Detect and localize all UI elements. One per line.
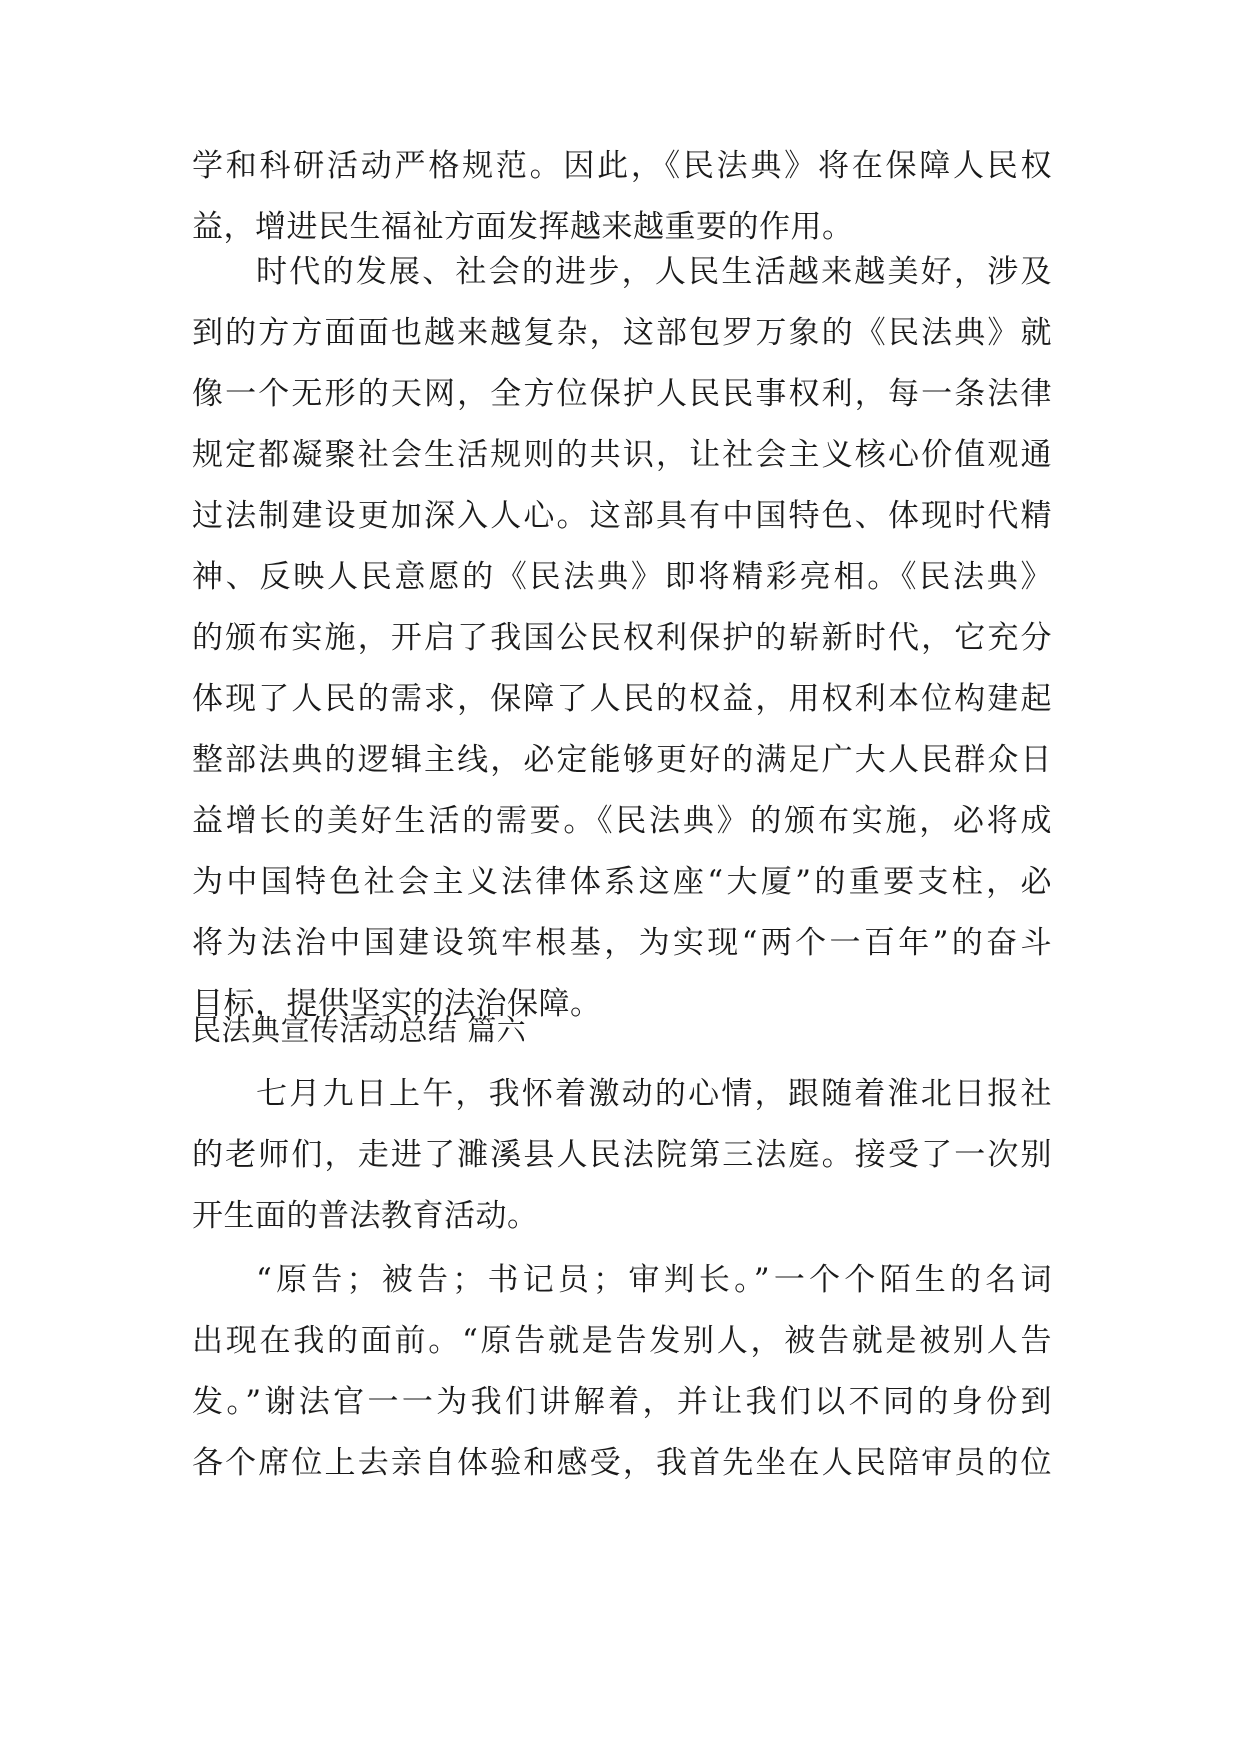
paragraph-3-line-1: 七月九日上午，我怀着激动的心情，跟随着淮北日报社 xyxy=(256,1076,1052,1112)
paragraph-2-line-2: 到的方方面面也越来越复杂，这部包罗万象的《民法典》就 xyxy=(192,315,1052,351)
paragraph-2-line-8: 体现了人民的需求，保障了人民的权益，用权利本位构建起 xyxy=(192,681,1052,717)
paragraph-3-line-2: 的老师们，走进了濉溪县人民法院第三法庭。接受了一次别 xyxy=(192,1137,1052,1173)
paragraph-4-line-4: 各个席位上去亲自体验和感受，我首先坐在人民陪审员的位 xyxy=(192,1445,1052,1481)
paragraph-2-line-1: 时代的发展、社会的进步，人民生活越来越美好，涉及 xyxy=(256,254,1052,290)
paragraph-2-line-9: 整部法典的逻辑主线，必定能够更好的满足广大人民群众日 xyxy=(192,742,1052,778)
paragraph-4 xyxy=(192,1250,1052,1494)
paragraph-3-line-3: 开生面的普法教育活动。 xyxy=(192,1198,539,1234)
paragraph-1-line-1: 学和科研活动严格规范。因此，《民法典》将在保障人民权 xyxy=(192,148,1052,184)
paragraph-2-line-12: 将为法治中国建设筑牢根基，为实现“两个一百年”的奋斗 xyxy=(192,925,1052,961)
paragraph-4-line-3: 发。”谢法官一一为我们讲解着，并让我们以不同的身份到 xyxy=(192,1384,1052,1420)
section-heading: 民法典宣传活动总结 篇六 xyxy=(192,1013,527,1047)
paragraph-1 xyxy=(192,136,1052,258)
paragraph-3 xyxy=(192,1064,1052,1247)
paragraph-2-line-4: 规定都凝聚社会生活规则的共识，让社会主义核心价值观通 xyxy=(192,437,1052,473)
paragraph-2-line-13: 目标，提供坚实的法治保障。 xyxy=(192,986,602,1022)
paragraph-2-line-5: 过法制建设更加深入人心。这部具有中国特色、体现时代精 xyxy=(192,498,1052,534)
paragraph-2 xyxy=(192,242,1052,1035)
paragraph-2-line-7: 的颁布实施，开启了我国公民权利保护的崭新时代，它充分 xyxy=(192,620,1052,656)
paragraph-2-line-3: 像一个无形的天网，全方位保护人民民事权利，每一条法律 xyxy=(192,376,1052,412)
paragraph-2-line-10: 益增长的美好生活的需要。《民法典》的颁布实施，必将成 xyxy=(192,803,1052,839)
paragraph-1-line-2: 益，增进民生福祉方面发挥越来越重要的作用。 xyxy=(192,209,854,245)
paragraph-2-line-11: 为中国特色社会主义法律体系这座“大厦”的重要支柱，必 xyxy=(192,864,1052,900)
paragraph-2-line-6: 神、反映人民意愿的《民法典》即将精彩亮相。《民法典》 xyxy=(192,559,1052,595)
paragraph-4-line-1: “原告；被告；书记员；审判长。”一个个陌生的名词 xyxy=(256,1262,1052,1298)
paragraph-4-line-2: 出现在我的面前。“原告就是告发别人，被告就是被别人告 xyxy=(192,1323,1052,1359)
